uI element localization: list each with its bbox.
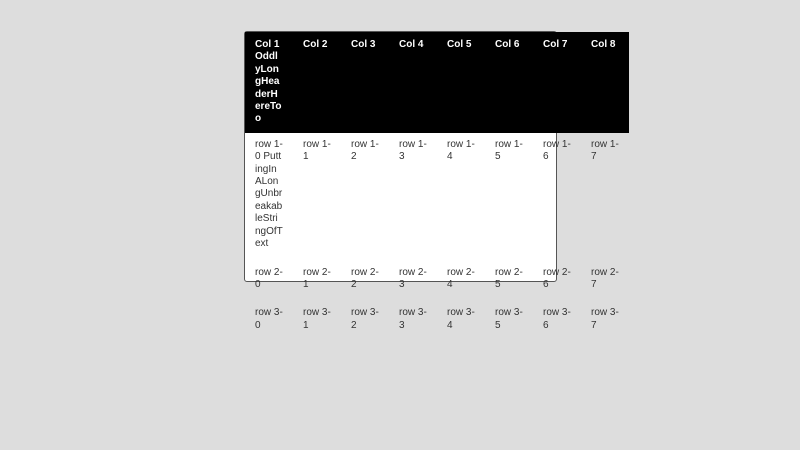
table-cell: row 1-3 (399, 138, 427, 163)
table-cell: row 3-1 (303, 307, 331, 331)
table-cell: row 1-0 PuttingInALongUnbreakableStringOfText (255, 138, 283, 250)
column-header-2: Col 2 (293, 32, 341, 133)
table-cell: row 2-5 (495, 266, 523, 290)
header-row (245, 32, 629, 133)
table-cell: row 3-2 (351, 307, 379, 331)
data-table (245, 32, 629, 342)
table-cell: row 3-0 (255, 307, 283, 331)
table-cell: row 3-3 (399, 307, 427, 331)
column-header-5: Col 5 (437, 32, 485, 133)
table-cell: row 2-7 (591, 266, 619, 290)
column-header-8: Col 8 (581, 32, 629, 133)
table-cell: row 1-5 (495, 138, 523, 163)
table-row (245, 133, 629, 261)
table-cell: row 1-7 (591, 138, 619, 163)
column-header-7: Col 7 (533, 32, 581, 133)
table-row (245, 261, 629, 302)
table-cell: row 3-4 (447, 307, 475, 331)
table-cell: row 2-3 (399, 266, 427, 290)
table-cell: row 1-4 (447, 138, 475, 163)
table-container[interactable] (244, 31, 619, 331)
table-cell: row 1-6 (543, 138, 571, 163)
table-cell: row 1-2 (351, 138, 379, 163)
table-body (245, 133, 629, 342)
table-cell: row 2-1 (303, 266, 331, 290)
column-header-6: Col 6 (485, 32, 533, 133)
column-header-1: Col 1 OddlyLongHeaderHereToo (245, 32, 293, 133)
column-header-4: Col 4 (389, 32, 437, 133)
table-cell: row 2-0 (255, 266, 283, 290)
table-cell: row 3-5 (495, 307, 523, 331)
table-cell: row 3-6 (543, 307, 571, 331)
table-cell: row 2-4 (447, 266, 475, 290)
table-cell: row 2-6 (543, 266, 571, 290)
table-header (245, 32, 629, 133)
table-row (245, 301, 629, 342)
table-cell: row 2-2 (351, 266, 379, 290)
table-cell: row 1-1 (303, 138, 331, 163)
table-cell: row 3-7 (591, 307, 619, 331)
column-header-3: Col 3 (341, 32, 389, 133)
